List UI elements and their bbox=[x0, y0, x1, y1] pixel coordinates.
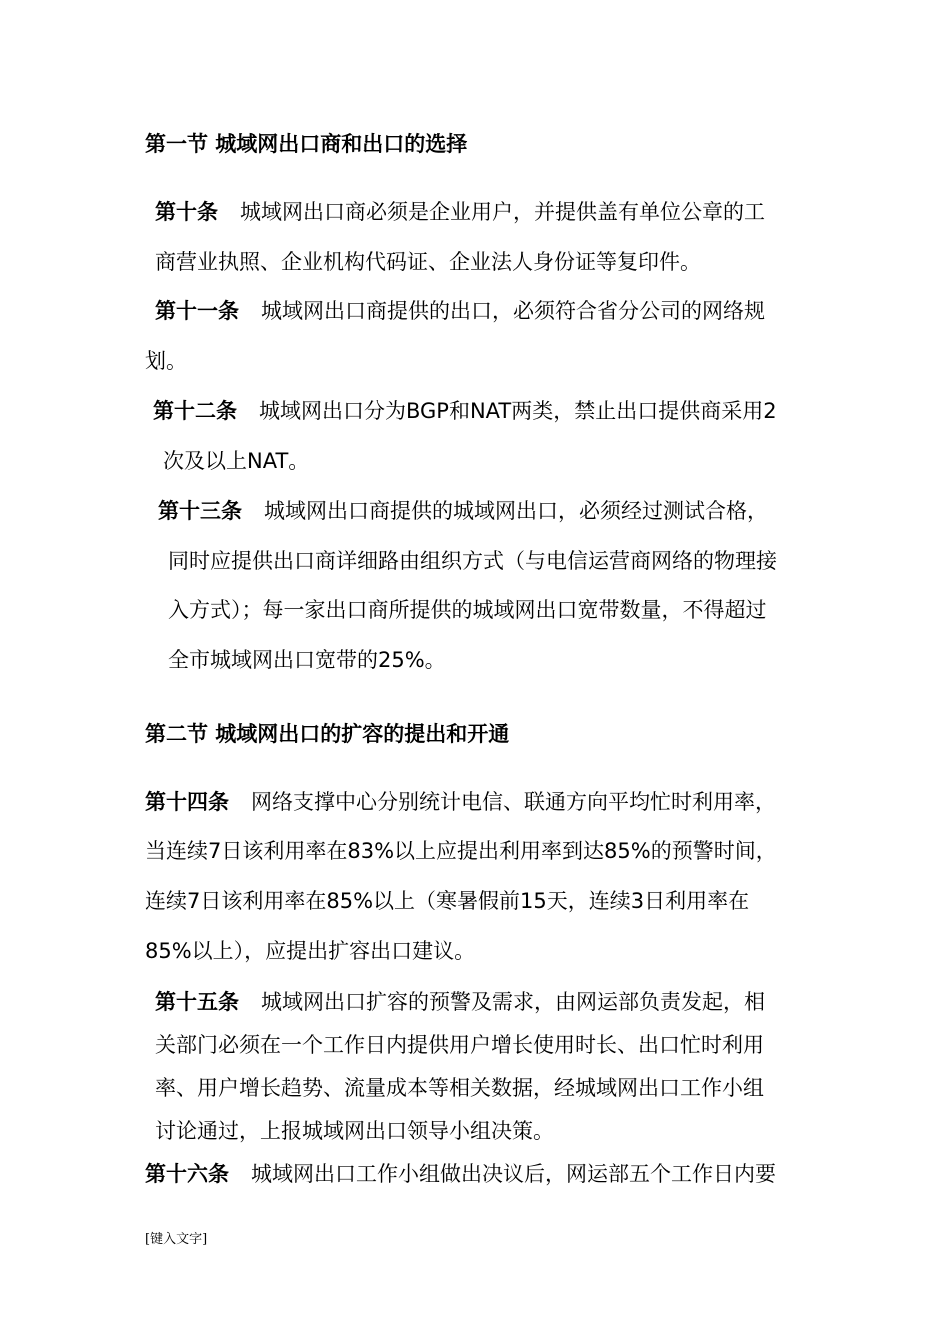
article-15-line-2: 关部门必须在一个工作日内提供用户增长使用时长、出口忙时利用 bbox=[155, 1033, 764, 1057]
article-10-label: 第十条 bbox=[155, 200, 218, 224]
article-14-line-3: 连续7日该利用率在85%以上（寒暑假前15天，连续3日利用率在 bbox=[145, 889, 750, 913]
article-11-text-1: 城域网出口商提供的出口，必须符合省分公司的网络规 bbox=[261, 299, 765, 323]
article-10-line-1 bbox=[155, 198, 765, 226]
article-11-line-1 bbox=[155, 297, 765, 325]
article-12-line-2: 次及以上NAT。 bbox=[163, 449, 310, 473]
article-16-text-1: 城域网出口工作小组做出决议后，网运部五个工作日内要 bbox=[251, 1162, 776, 1186]
article-13-line-4: 全市城域网出口宽带的25%。 bbox=[168, 648, 446, 672]
article-13-line-3: 入方式）；每一家出口商所提供的城域网出口宽带数量，不得超过 bbox=[168, 598, 767, 622]
article-16-label: 第十六条 bbox=[145, 1162, 229, 1186]
article-13-line-1 bbox=[158, 497, 768, 525]
article-11-line-2: 划。 bbox=[145, 349, 187, 373]
footer-placeholder[interactable]: [键入文字] bbox=[145, 1232, 208, 1247]
article-14-text-1: 网络支撑中心分别统计电信、联通方向平均忙时利用率， bbox=[251, 790, 776, 814]
article-15-line-3: 率、用户增长趋势、流量成本等相关数据，经城域网出口工作小组 bbox=[155, 1076, 764, 1100]
article-16-line-1 bbox=[145, 1160, 776, 1188]
article-10-text-1: 城域网出口商必须是企业用户，并提供盖有单位公章的工 bbox=[240, 200, 765, 224]
article-12-text-1: 城域网出口分为BGP和NAT两类，禁止出口提供商采用2 bbox=[259, 399, 777, 423]
article-10-line-2: 商营业执照、企业机构代码证、企业法人身份证等复印件。 bbox=[155, 250, 701, 274]
article-13-label: 第十三条 bbox=[158, 499, 242, 523]
article-14-line-4: 85%以上），应提出扩容出口建议。 bbox=[145, 939, 476, 963]
article-15-line-4: 讨论通过，上报城域网出口领导小组决策。 bbox=[155, 1119, 554, 1143]
article-14-line-2: 当连续7日该利用率在83%以上应提出利用率到达85%的预警时间， bbox=[145, 839, 777, 863]
article-14-label: 第十四条 bbox=[145, 790, 229, 814]
article-12-label: 第十二条 bbox=[153, 399, 237, 423]
article-11-label: 第十一条 bbox=[155, 299, 239, 323]
article-12-line-1 bbox=[153, 397, 777, 425]
article-13-text-1: 城域网出口商提供的城域网出口，必须经过测试合格， bbox=[264, 499, 768, 523]
section-heading-2: 第二节 城域网出口的扩容的提出和开通 bbox=[145, 722, 510, 746]
article-13-line-2: 同时应提供出口商详细路由组织方式（与电信运营商网络的物理接 bbox=[168, 549, 777, 573]
article-15-label: 第十五条 bbox=[155, 990, 239, 1014]
article-15-text-1: 城域网出口扩容的预警及需求，由网运部负责发起，相 bbox=[261, 990, 765, 1014]
article-14-line-1 bbox=[145, 788, 776, 816]
article-15-line-1 bbox=[155, 988, 765, 1016]
section-heading-1: 第一节 城域网出口商和出口的选择 bbox=[145, 132, 468, 156]
